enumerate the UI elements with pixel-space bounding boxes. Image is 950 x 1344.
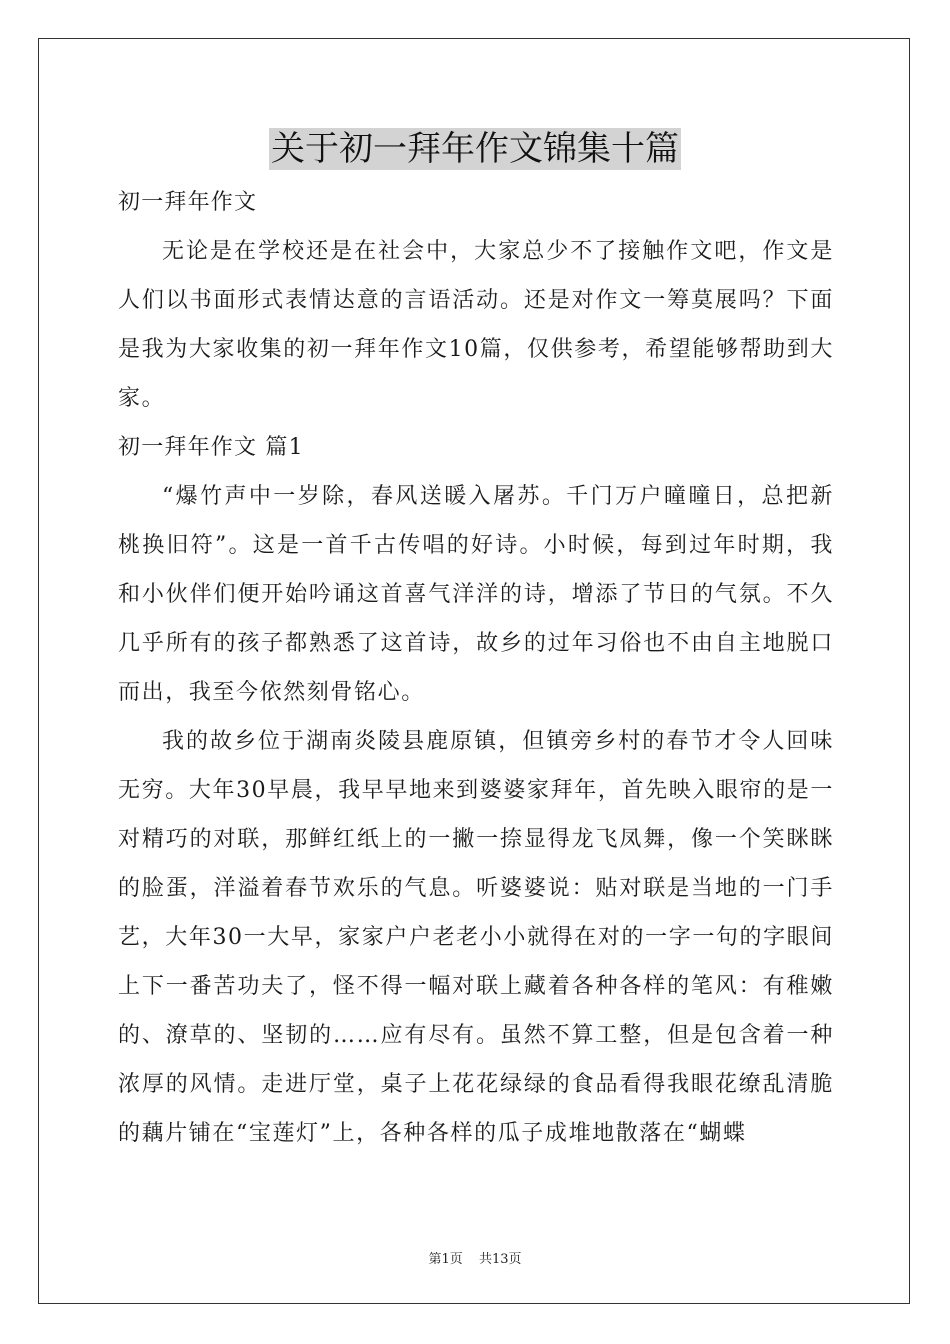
intro-paragraph: 无论是在学校还是在社会中，大家总少不了接触作文吧，作文是人们以书面形式表情达意的言语活动。还是对作文一筹莫展吗？下面是我为大家收集的初一拜年作文10篇，仅供参考，希望能够帮助到大家。 — [118, 239, 834, 411]
document-title: 关于初一拜年作文锦集十篇 — [271, 129, 679, 169]
page-footer — [0, 1248, 950, 1267]
body-paragraph-1: “爆竹声中一岁除，春风送暖入屠苏。千门万户曈曈日，总把新桃换旧符”。这是一首千古传唱的好诗。小时候，每到过年时期，我和小伙伴们便开始吟诵这首喜气洋洋的诗，增添了节日的气氛。不久几乎所有的孩子都熟悉了这首诗，故乡的过年习俗也不由自主地脱口而出，我至今依然刻骨铭心。 — [118, 484, 834, 705]
page-number-total: 共13页 — [478, 1252, 522, 1267]
section-heading: 初一拜年作文 — [118, 190, 258, 215]
document-body — [118, 178, 834, 1158]
body-paragraph-2: 我的故乡位于湖南炎陵县鹿原镇，但镇旁乡村的春节才令人回味无穷。大年30早晨，我早早地来到婆婆家拜年，首先映入眼帘的是一对精巧的对联，那鲜红纸上的一撇一捺显得龙飞凤舞，像一个笑眯眯的脸蛋，洋溢着春节欢乐的气息。听婆婆说：贴对联是当地的一门手艺，大年30一大早，家家户户老老小小就得在对的一字一句的字眼间上下一番苦功夫了，怪不得一幅对联上藏着各种各样的笔风：有稚嫩的、潦草的、坚韧的……应有尽有。虽然不算工整，但是包含着一种浓厚的风情。走进厅堂，桌子上花花绿绿的食品看得我眼花缭乱清脆的藕片铺在“宝莲灯”上，各种各样的瓜子成堆地散落在“蝴蝶 — [118, 729, 834, 1146]
page-number-current: 第1页 — [428, 1252, 463, 1267]
article-heading: 初一拜年作文 篇1 — [118, 435, 304, 460]
title-container — [0, 128, 950, 170]
